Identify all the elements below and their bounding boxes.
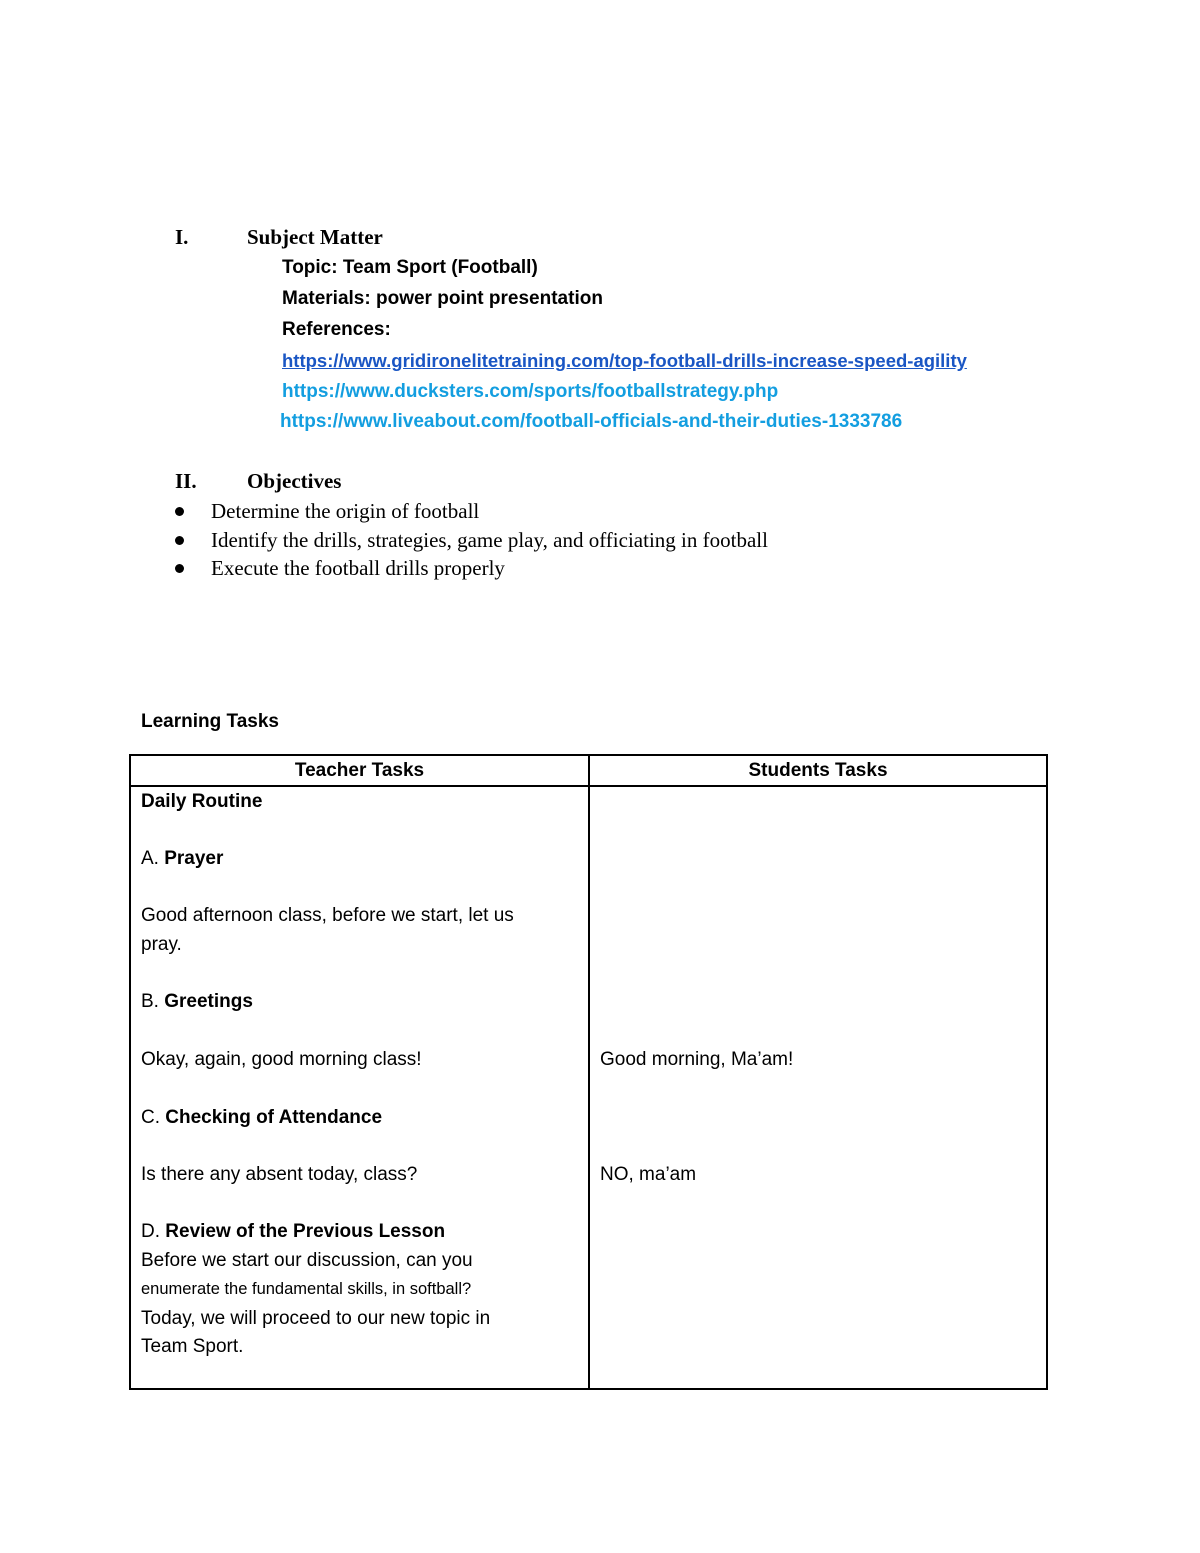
bullet-icon — [175, 536, 184, 545]
daily-routine-heading: Daily Routine — [141, 791, 263, 812]
attendance-text: Is there any absent today, class? — [141, 1164, 418, 1185]
learning-tasks-title: Learning Tasks — [141, 711, 279, 732]
objective-item — [175, 499, 479, 524]
section-2-title: Objectives — [247, 469, 342, 493]
greetings-prefix: B. — [141, 991, 159, 1012]
reference-link-gridiron[interactable]: https://www.gridironelitetraining.com/top-football-drills-increase-speed-agility — [282, 350, 967, 371]
learning-tasks-table — [129, 754, 1048, 1390]
objective-item — [175, 556, 505, 581]
bullet-icon — [175, 507, 184, 516]
attendance-prefix: C. — [141, 1107, 160, 1128]
objective-text: Execute the football drills properly — [211, 556, 505, 580]
topic-line: Topic: Team Sport (Football) — [282, 257, 538, 278]
review-title: Review of the Previous Lesson — [165, 1221, 446, 1242]
reference-link-liveabout[interactable]: https://www.liveabout.com/football-officials-and-their-duties-1333786 — [280, 411, 903, 432]
prayer-prefix: A. — [141, 848, 159, 869]
header-students-tasks: Students Tasks — [748, 760, 888, 781]
objective-text: Identify the drills, strategies, game play, and officiating in football — [211, 528, 768, 552]
section-1-title: Subject Matter — [247, 225, 383, 249]
review-heading — [141, 1221, 445, 1243]
greetings-title: Greetings — [164, 991, 253, 1012]
review-text-line-4: Team Sport. — [141, 1336, 244, 1357]
references-label: References: — [282, 319, 391, 340]
attendance-heading — [141, 1107, 382, 1129]
prayer-text-line-2: pray. — [141, 934, 182, 955]
column-divider — [588, 756, 590, 1388]
prayer-title: Prayer — [164, 848, 224, 869]
prayer-text-line-1: Good afternoon class, before we start, let us — [141, 905, 514, 926]
materials-line: Materials: power point presentation — [282, 288, 603, 309]
prayer-heading — [141, 848, 223, 870]
section-1-number: I. — [175, 225, 189, 249]
review-text-line-1: Before we start our discussion, can you — [141, 1250, 473, 1271]
reference-link-ducksters[interactable]: https://www.ducksters.com/sports/footballstrategy.php — [282, 381, 779, 402]
section-2-number: II. — [175, 469, 197, 493]
student-greeting-reply: Good morning, Ma’am! — [600, 1049, 794, 1070]
bullet-icon — [175, 564, 184, 573]
objective-text: Determine the origin of football — [211, 499, 480, 523]
review-text-line-2: enumerate the fundamental skills, in softball? — [141, 1280, 472, 1298]
objective-item — [175, 528, 768, 553]
header-divider — [131, 785, 1046, 787]
review-prefix: D. — [141, 1221, 160, 1242]
student-attendance-reply: NO, ma’am — [600, 1164, 697, 1185]
review-text-line-3: Today, we will proceed to our new topic in — [141, 1308, 491, 1329]
greeting-text: Okay, again, good morning class! — [141, 1049, 422, 1070]
greetings-heading — [141, 991, 253, 1013]
header-teacher-tasks: Teacher Tasks — [294, 760, 425, 781]
attendance-title: Checking of Attendance — [165, 1107, 383, 1128]
